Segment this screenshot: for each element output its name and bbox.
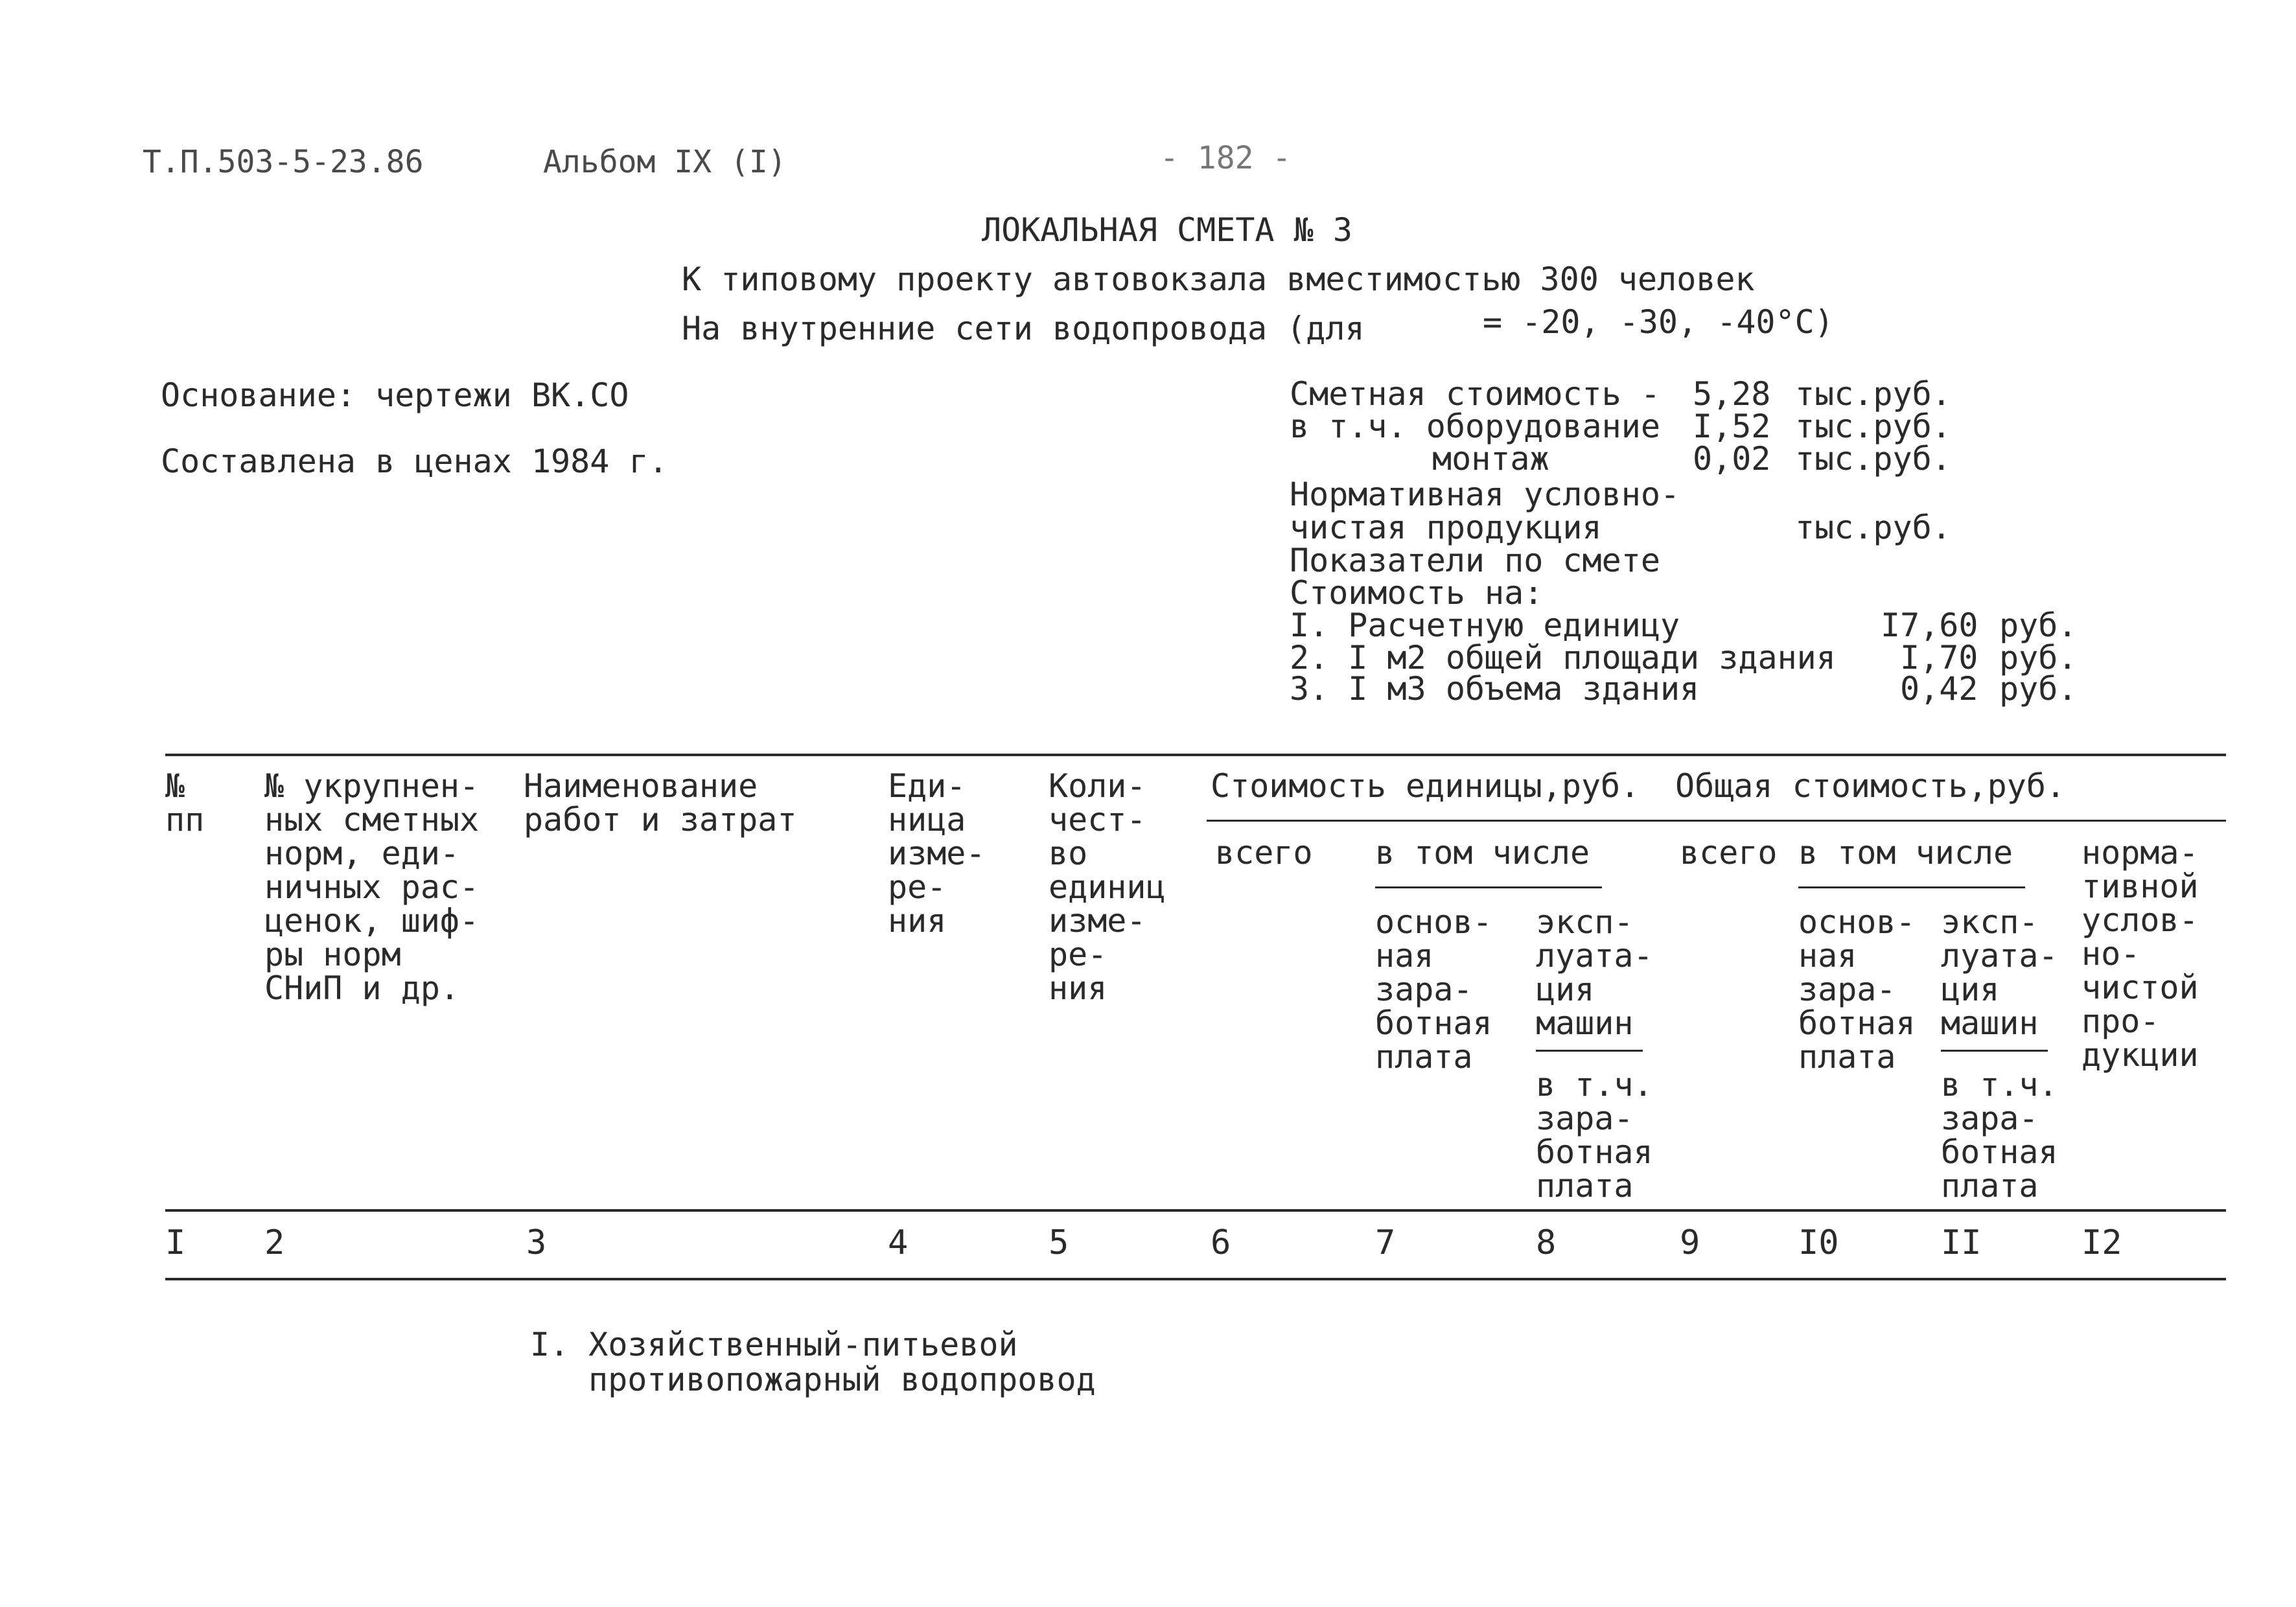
header-quantity: Коли- чест- во единиц изме- ре- ния xyxy=(1049,767,1166,1007)
column-number: 5 xyxy=(1049,1223,1069,1262)
total-including-rule xyxy=(1798,886,2025,888)
cost-on-label: Стоимость на: xyxy=(1290,574,1544,612)
indicator-2-label: 2. I м2 общей площади здания xyxy=(1290,639,1836,676)
column-number: I0 xyxy=(1798,1223,1839,1262)
smetnaya-value: 5,28 xyxy=(1693,375,1771,413)
header-unit-total: всего xyxy=(1215,834,1313,872)
header-unit-machine-operation: эксп- луата- ция машин xyxy=(1536,903,1653,1042)
header-unit-machine-wage: в т.ч. зара- ботная плата xyxy=(1536,1066,1653,1205)
indicator-1-unit: руб. xyxy=(1999,607,2078,644)
page-number: - 182 - xyxy=(1160,140,1292,176)
header-norm-code: № укрупнен- ных сметных норм, еди- ничных рас- ценок, шиф- ры норм СНиП и др. xyxy=(264,767,480,1007)
equip-value: I,52 xyxy=(1693,408,1771,445)
unit-including-rule xyxy=(1375,886,1602,888)
header-unit-including: в том числе xyxy=(1375,834,1590,872)
montazh-value: 0,02 xyxy=(1693,440,1771,478)
column-number: 4 xyxy=(888,1223,909,1262)
indicator-1-value: I7,60 xyxy=(1881,607,1978,644)
header-total-including: в том числе xyxy=(1798,834,2013,872)
header-unit-cost-group: Стоимость единицы,руб. xyxy=(1211,767,1640,805)
prices-text: Составлена в ценах 1984 г. xyxy=(161,443,668,480)
section-title-line-1: I. Хозяйственный-питьевой xyxy=(530,1326,1018,1363)
indicator-3-label: 3. I м3 объема здания xyxy=(1290,670,1700,708)
column-numbers-bottom-rule xyxy=(165,1278,2226,1280)
column-number: I2 xyxy=(2081,1223,2122,1262)
montazh-unit: тыс.руб. xyxy=(1795,440,1951,478)
norm-label-1: Нормативная условно- xyxy=(1290,476,1680,513)
header-total-total: всего xyxy=(1680,834,1778,872)
estimate-title: ЛОКАЛЬНАЯ СМЕТА № 3 xyxy=(982,211,1352,249)
total-machine-rule xyxy=(1941,1050,2048,1052)
column-number: 3 xyxy=(526,1223,547,1262)
column-number: 8 xyxy=(1536,1223,1557,1262)
column-number: I xyxy=(165,1223,186,1262)
header-total-cost-group: Общая стоимость,руб. xyxy=(1675,767,2066,805)
section-title-line-2: противопожарный водопровод xyxy=(588,1361,1096,1398)
column-number: 9 xyxy=(1680,1223,1700,1262)
indicator-1-label: I. Расчетную единицу xyxy=(1290,607,1680,644)
indicator-3-value: 0,42 xyxy=(1900,670,1978,708)
header-normative-net-output: норма- тивной услов- но- чистой про- дукции xyxy=(2081,834,2199,1074)
group-header-rule xyxy=(1207,820,2226,822)
norm-unit: тыс.руб. xyxy=(1795,509,1951,546)
smetnaya-unit: тыс.руб. xyxy=(1795,375,1951,413)
column-number: 6 xyxy=(1211,1223,1231,1262)
network-line-suffix: = -20, -30, -40°C) xyxy=(1483,303,1834,341)
column-number: II xyxy=(1941,1223,1982,1262)
table-top-rule xyxy=(165,754,2226,756)
header-total-machine-wage: в т.ч. зара- ботная плата xyxy=(1941,1066,2058,1205)
column-number: 2 xyxy=(264,1223,285,1262)
indicator-3-unit: руб. xyxy=(1999,670,2078,708)
album-label: Альбом IX (I) xyxy=(543,144,787,180)
header-unit: Еди- ница изме- ре- ния xyxy=(888,767,986,940)
indicator-2-unit: руб. xyxy=(1999,639,2078,676)
header-bottom-rule xyxy=(165,1209,2226,1212)
equip-unit: тыс.руб. xyxy=(1795,408,1951,445)
header-row-number: № пп xyxy=(165,767,205,838)
column-number: 7 xyxy=(1375,1223,1396,1262)
equip-label: в т.ч. оборудование xyxy=(1290,408,1660,445)
header-work-name: Наименование работ и затрат xyxy=(524,767,797,838)
montazh-label: монтаж xyxy=(1432,440,1549,478)
doc-code: Т.П.503-5-23.86 xyxy=(143,144,424,180)
indicator-2-value: I,70 xyxy=(1900,639,1978,676)
header-total-machine-operation: эксп- луата- ция машин xyxy=(1941,903,2058,1042)
header-unit-base-wage: основ- ная зара- ботная плата xyxy=(1375,903,1492,1076)
network-line-prefix: На внутренние сети водопровода (для xyxy=(682,310,1365,347)
norm-label-2: чистая продукция xyxy=(1290,509,1602,546)
basis-text: Основание: чертежи ВК.СО xyxy=(161,376,629,414)
indicators-label: Показатели по смете xyxy=(1290,542,1660,579)
smetnaya-label: Сметная стоимость - xyxy=(1290,375,1660,413)
project-line: К типовому проекту автовокзала вместимостью 300 человек xyxy=(682,260,1755,298)
header-total-base-wage: основ- ная зара- ботная плата xyxy=(1798,903,1916,1076)
unit-machine-rule xyxy=(1536,1050,1643,1052)
